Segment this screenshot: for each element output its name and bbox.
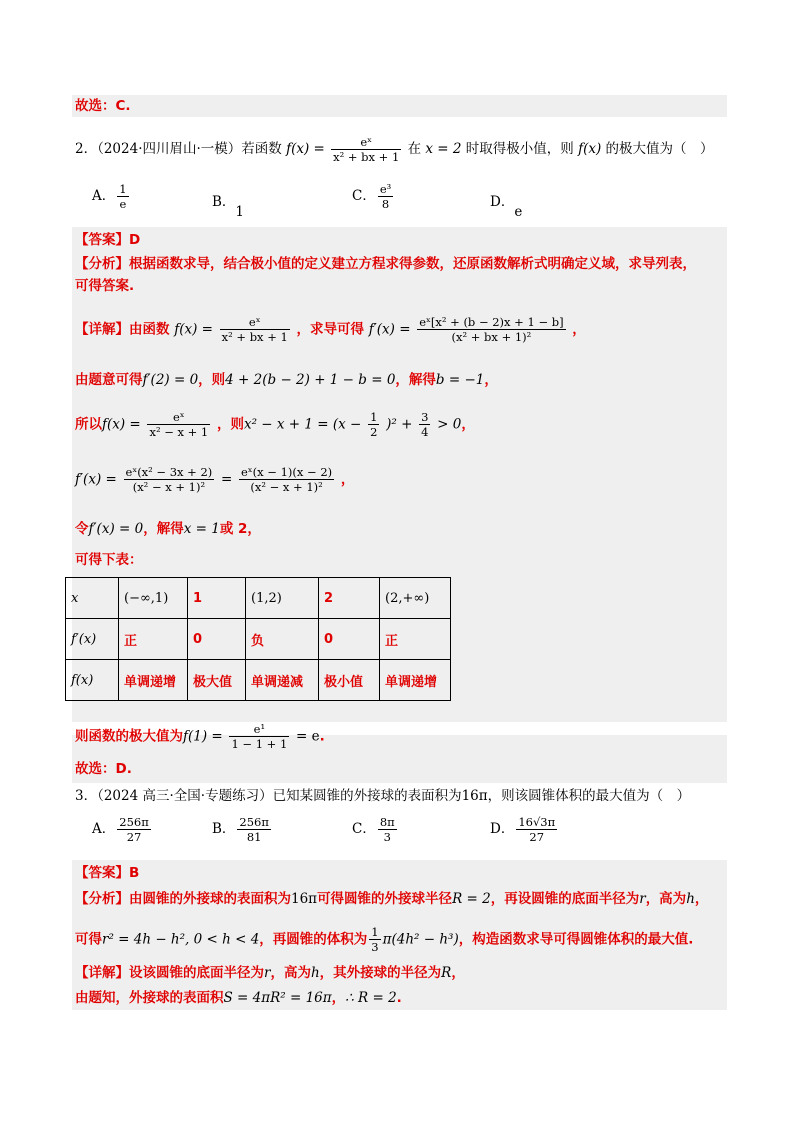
table-cell: 正 — [380, 619, 451, 660]
q3-option-b: B． $\frac{256\pi}{81}$ — [212, 815, 269, 844]
q2-func-fraction: $\frac{\text{eˣ}}{\text{x² + bx + 1}}$ — [333, 135, 400, 164]
table-cell: 极小值 — [319, 660, 380, 701]
q2-tail: 时取得极小值，则 — [465, 141, 574, 157]
table-cell: 0 — [188, 619, 246, 660]
q2-func: f(x) = — [286, 141, 325, 157]
q2-mid: 在 — [407, 141, 422, 157]
table-cell: 正 — [119, 619, 188, 660]
q3-option-c: C． $\frac{8\pi}{3}$ — [352, 815, 395, 844]
q2-fx: f(x) — [578, 141, 602, 157]
table-cell: f′(x) — [66, 619, 119, 660]
table-cell: 2 — [319, 578, 380, 619]
q3-option-a: A． $\frac{256\pi}{27}$ — [92, 815, 149, 844]
q2-option-b: B．1 — [212, 194, 245, 220]
table-cell: (−∞,1) — [119, 578, 188, 619]
table-cell: 负 — [246, 619, 319, 660]
q3-stem: 3．（2024 高三·全国·专题练习）已知某圆锥的外接球的表面积为16π，则该圆锥体积的最大值为（ ） — [75, 788, 691, 804]
q3-answer: 【答案】B — [75, 865, 140, 881]
q2-option-a: A． $\frac{1}{e}$ — [92, 182, 127, 211]
table-cell: x — [66, 578, 119, 619]
variation-table — [65, 577, 451, 701]
q2-line-d: 令f′(x) = 0，解得x = 1或 2， — [75, 521, 261, 537]
q1-choose: 故选：C. — [75, 98, 131, 114]
q2-end: 的极大值为（ ） — [605, 141, 714, 157]
table-cell: 单调递增 — [380, 660, 451, 701]
q2-line-a: 由题意可得f′(2) = 0，则4 + 2(b − 2) + 1 − b = 0，解得b = −1， — [75, 372, 498, 388]
q2-max: 则函数的极大值为f(1) = $\frac{\text{e¹}}{1 - 1 + 1}$ = e. — [75, 722, 325, 751]
table-cell: 单调递减 — [246, 660, 319, 701]
q2-option-d: D．e — [490, 194, 523, 220]
table-row — [66, 578, 451, 619]
q2-cond: x = 2 — [425, 141, 462, 157]
q2-choose: 故选：D. — [75, 761, 132, 777]
q3-detail-1: 【详解】设该圆锥的底面半径为r，高为h，其外接球的半径为R， — [75, 965, 465, 981]
q2-table-intro: 可得下表： — [75, 552, 143, 568]
q2-option-c: C． $\frac{\text{e³}}{8}$ — [352, 182, 392, 211]
table-cell: 1 — [188, 578, 246, 619]
q2-analysis-2: 可得答案. — [75, 278, 135, 294]
table-cell: (1,2) — [246, 578, 319, 619]
q2-analysis-1: 【分析】根据函数求导，结合极小值的定义建立方程求得参数，还原函数解析式明确定义域，求导列表， — [75, 256, 696, 272]
table-cell: (2,+∞) — [380, 578, 451, 619]
table-cell: f(x) — [66, 660, 119, 701]
q2-line-c: f′(x) = $\frac{\text{eˣ(x² − 3x + 2)}}{\text{(x² − x + 1)²}}$ = $\frac{\text{eˣ(x − 1)(x − 2)}}{\text{(x² − x + 1)²}}$ ， — [75, 465, 355, 494]
q2-detail: 【详解】由函数 f(x) = $\frac{\text{eˣ}}{\text{x² + bx + 1}}$ ，求导可得 f′(x) = $\frac{\text{eˣ[x² + (b − 2)x + 1 − b]}}{\text{(x² + bx + 1)²}}$ ， — [75, 315, 586, 344]
q3-analysis-2: 可得r² = 4h − h², 0 < h < 4，再圆锥的体积为 $\frac{1}{3}$ π(4h² − h³)，构造函数求导可得圆锥体积的最大值. — [75, 925, 694, 954]
shade-band — [72, 95, 727, 117]
q3-option-d: D． $\frac{16√3\pi}{27}$ — [490, 815, 556, 844]
q3-analysis-1: 【分析】由圆锥的外接球的表面积为16π可得圆锥的外接球半径R = 2，再设圆锥的底面半径为r，高为h， — [75, 891, 709, 907]
q2-source: （2024·四川眉山·一模）若函数 — [97, 141, 282, 157]
q2-stem — [75, 135, 714, 164]
q3-detail-2: 由题知，外接球的表面积S = 4πR² = 16π，∴ R = 2. — [75, 990, 402, 1006]
table-row — [66, 619, 451, 660]
table-cell: 极大值 — [188, 660, 246, 701]
table-cell: 单调递增 — [119, 660, 188, 701]
q2-answer: 【答案】D — [75, 232, 141, 248]
q2-line-b: 所以f(x) = $\frac{\text{eˣ}}{\text{x² − x + 1}}$ ，则x² − x + 1 = (x − $\frac{1}{2}$ )² + $\frac{3}{4}$ > 0， — [75, 410, 475, 439]
q2-number: 2． — [75, 141, 98, 157]
table-cell: 0 — [319, 619, 380, 660]
table-row — [66, 660, 451, 701]
